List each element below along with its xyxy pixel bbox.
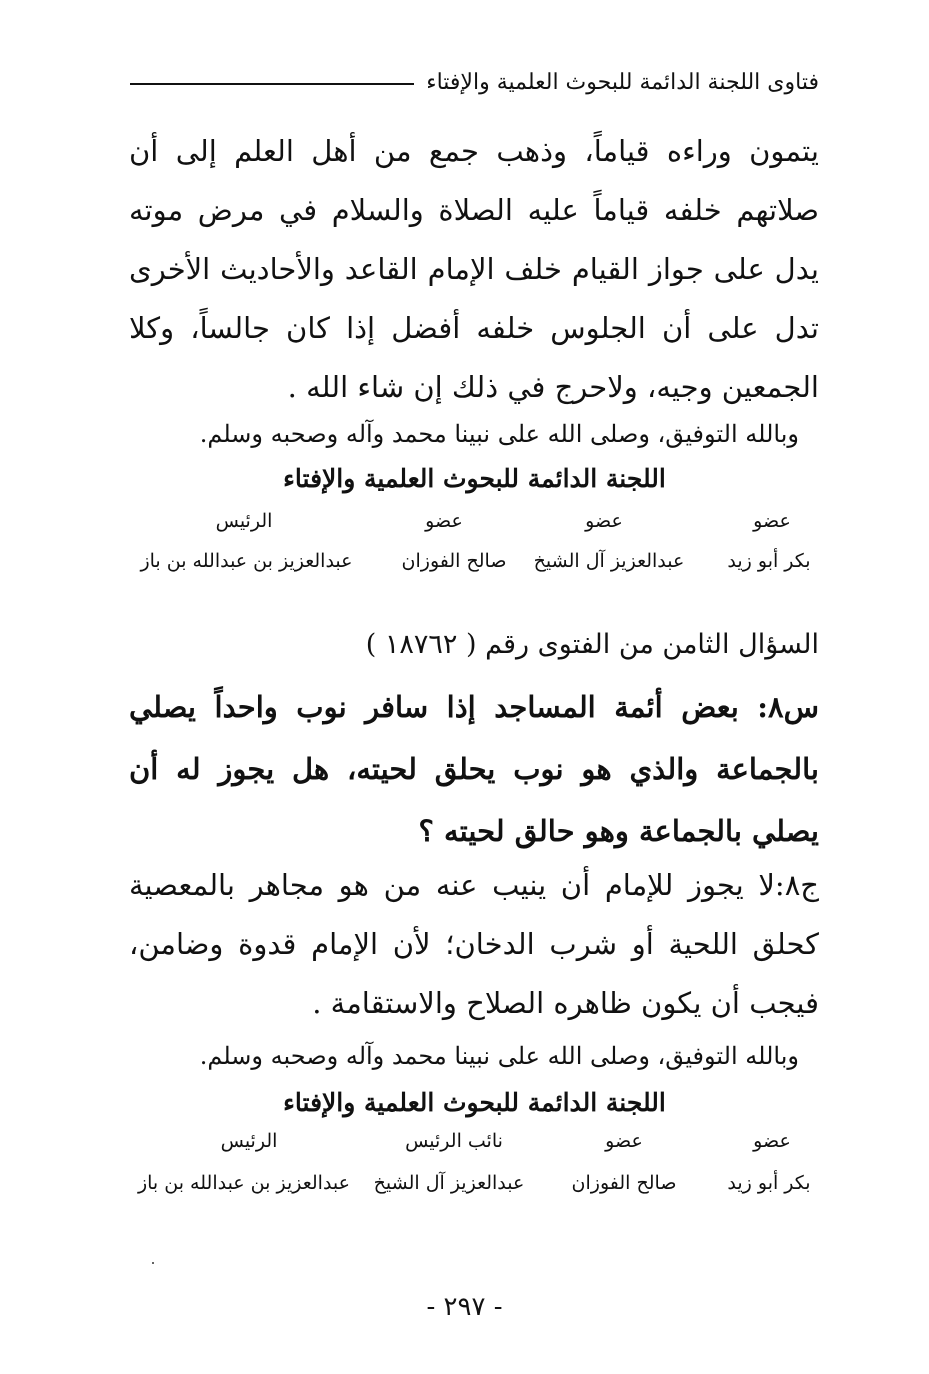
signatory-name: عبدالعزيز بن عبدالله بن باز xyxy=(140,550,353,572)
committee-title: اللجنة الدائمة للبحوث العلمية والإفتاء xyxy=(283,464,666,493)
signatory-role: عضو xyxy=(753,510,791,532)
signatory-role: عضو xyxy=(753,1130,791,1152)
signatory-role: عضو xyxy=(605,1130,643,1152)
signatory-role: نائب الرئيس xyxy=(405,1130,503,1152)
question-heading: السؤال الثامن من الفتوى رقم ( ١٨٧٦٢ ) xyxy=(365,629,819,660)
header-rule xyxy=(130,83,414,85)
signatory-name: بكر أبو زيد xyxy=(727,550,811,572)
signatory-name: صالح الفوزان xyxy=(401,550,507,572)
signatory-role: الرئيس xyxy=(215,510,273,532)
page-number: - ٢٩٧ - xyxy=(426,1292,503,1322)
closing-formula: وبالله التوفيق، وصلى الله على نبينا محمد وآله وصحبه وسلم. xyxy=(199,420,799,448)
fatwa-continuation-paragraph: يتمون وراءه قياماً، وذهب جمع من أهل العلم إلى أن صلاتهم خلفه قياماً عليه الصلاة والسلام في مرض موته يدل على جواز القيام خلف الإمام القاعد والأحاديث الأخرى تدل على أن الجلوس خلفه أفضل إذا كان جالساً، وكلا الجمعين وجيه، ولاحرج في ذلك إن شاء الله . xyxy=(129,134,819,404)
signatory-name: عبدالعزيز آل الشيخ xyxy=(373,1172,525,1194)
signatory-role: الرئيس xyxy=(220,1130,278,1152)
answer-text: ج٨:لا يجوز للإمام أن ينيب عنه من هو مجاهر بالمعصية كحلق اللحية أو شرب الدخان؛ لأن الإمام قدوة وضامن، فيجب أن يكون ظاهره الصلاح والاستقامة . xyxy=(129,868,819,1020)
ink-speck xyxy=(152,1262,154,1264)
signatory-role: عضو xyxy=(425,510,463,532)
running-title: فتاوى اللجنة الدائمة للبحوث العلمية والإفتاء xyxy=(426,69,819,95)
committee-title: اللجنة الدائمة للبحوث العلمية والإفتاء xyxy=(283,1088,666,1117)
signatory-name: عبدالعزيز بن عبدالله بن باز xyxy=(137,1172,351,1194)
question-text: س٨: بعض أئمة المساجد إذا سافر نوب واحداً يصلي بالجماعة والذي هو نوب يحلق لحيته، هل يجوز له أن يصلي بالجماعة وهو حالق لحيته ؟ xyxy=(129,690,819,848)
closing-formula: وبالله التوفيق، وصلى الله على نبينا محمد وآله وصحبه وسلم. xyxy=(199,1042,799,1070)
signatory-name: بكر أبو زيد xyxy=(727,1172,811,1194)
running-header xyxy=(130,62,819,102)
signatory-name: عبدالعزيز آل الشيخ xyxy=(533,550,685,572)
signatory-role: عضو xyxy=(585,510,623,532)
signatory-name: صالح الفوزان xyxy=(571,1172,677,1194)
